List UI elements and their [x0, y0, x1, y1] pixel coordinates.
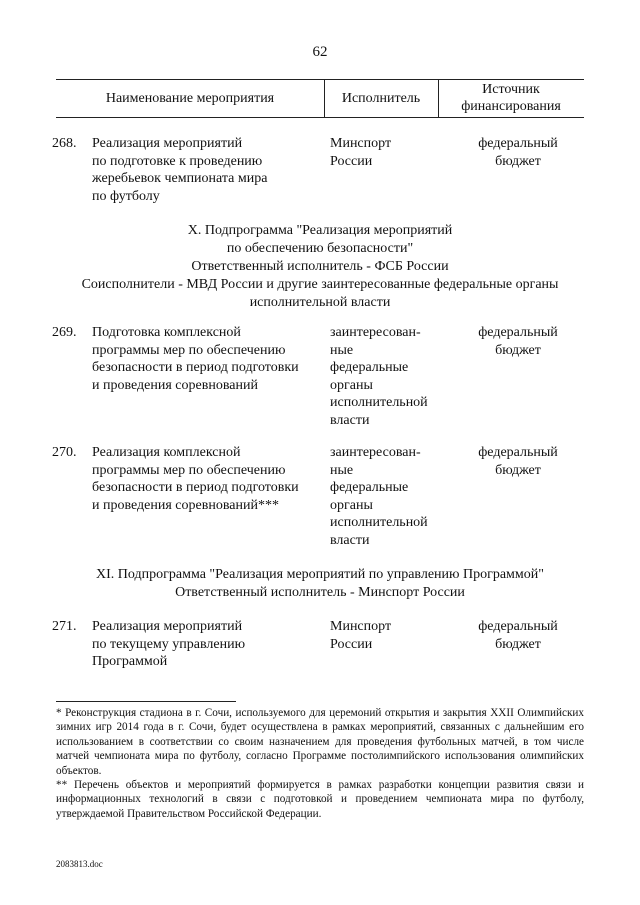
row-source: федеральный бюджет	[478, 136, 558, 169]
footnote-rule	[56, 701, 236, 702]
table-header-bottom-rule	[56, 117, 584, 118]
header-col-executor: Исполнитель	[341, 91, 421, 106]
footnote-2: ** Перечень объектов и мероприятий формируется в рамках разработки концепции развития связи и информационных технологий в связи с подготовкой и проведением чемпионата мира по футболу, утверждаемой Правительством Российской Федерации.	[56, 779, 584, 820]
header-col-source: Источник финансирования	[461, 82, 561, 114]
row-source: федеральный бюджет	[478, 619, 558, 652]
row-executor: заинтересован- ные федеральные органы исполнительной власти	[330, 325, 428, 428]
row-number: 271.	[52, 619, 77, 634]
row-source: федеральный бюджет	[478, 325, 558, 358]
row-title: Реализация комплексной программы мер по обеспечению безопасности в период подготовки и проведения соревнований***	[92, 445, 299, 513]
section-heading-x: X. Подпрограмма "Реализация мероприятий по обеспечению безопасности" Ответственный исполнитель - ФСБ России Соисполнители - МВД России и другие заинтересованные федеральные органы исполнительной власти	[81, 223, 559, 310]
row-number: 269.	[52, 325, 77, 340]
header-col-name: Наименование мероприятия	[105, 91, 275, 106]
table-top-rule	[56, 79, 584, 80]
row-number: 268.	[52, 136, 77, 151]
row-title: Подготовка комплексной программы мер по обеспечению безопасности в период подготовки и проведения соревнований	[92, 325, 299, 393]
row-executor: Минспорт России	[330, 136, 392, 169]
row-source: федеральный бюджет	[478, 445, 558, 478]
row-title: Реализация мероприятий по текущему управлению Программой	[92, 619, 246, 669]
footnote-1: * Реконструкция стадиона в г. Сочи, используемого для церемоний открытия и закрытия XXII Олимпийских зимних игр 2014 года в г. Сочи, будет осуществлена в рамках мероприятий, связанных с дальнейшим его использованием в соответствии со своим назначением для проведения футбольных матчей, в том числе матчей чемпионата мира по футболу, согласно Программе постолимпийского использования олимпийских объектов.	[56, 707, 584, 777]
row-number: 270.	[52, 445, 77, 460]
page-number: 62	[312, 44, 328, 60]
footnotes	[56, 706, 584, 821]
row-executor: Минспорт России	[330, 619, 392, 652]
row-executor: заинтересован- ные федеральные органы исполнительной власти	[330, 445, 428, 548]
section-heading-xi: XI. Подпрограмма "Реализация мероприятий по управлению Программой" Ответственный исполнитель - Минспорт России	[96, 567, 544, 600]
document-id: 2083813.doc	[56, 859, 103, 869]
row-title: Реализация мероприятий по подготовке к проведению жеребьевок чемпионата мира по футболу	[92, 136, 268, 204]
